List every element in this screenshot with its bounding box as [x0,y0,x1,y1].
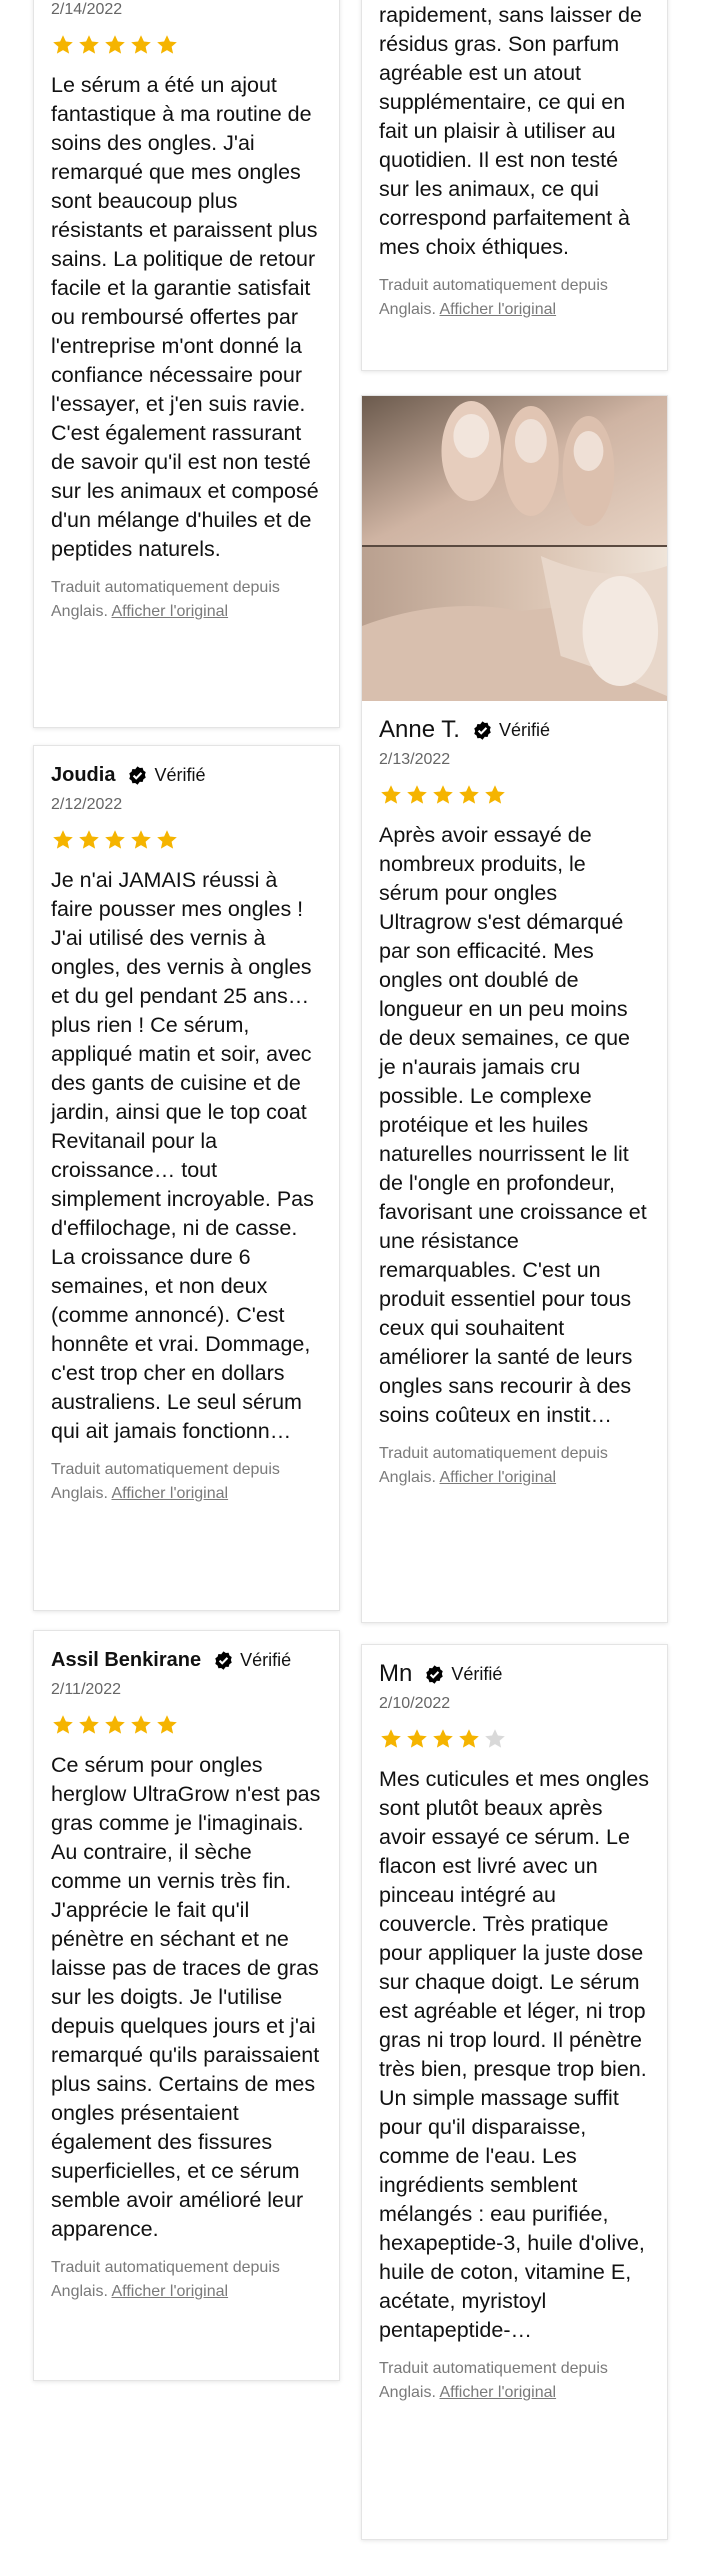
star-filled-icon [155,33,179,57]
review-card [361,1644,668,2540]
review-text: Après avoir essayé de nombreux produits, le sérum pour ongles Ultragrow s'est démarqué par son efficacité. Mes ongles ont doublé de longueur en un peu moins de deux semaines, ce que je n'aurais jamais cru possible. Le complexe protéique et les huiles naturelles nourrissent le lit de l'ongle en profondeur, favorisant une croissance et une résistance remarquables. C'est un produit essentiel pour tous ceux qui souhaitent améliorer la santé de leurs ongles sans recourir à des soins coûteux en instit… [379,823,647,1427]
review-card [33,0,340,728]
reviewer-name: Mn [379,1660,413,1687]
show-original-link[interactable]: Afficher l'original [439,2384,557,2401]
review-card [33,745,340,1611]
review-card [361,395,668,1623]
translation-label: Traduit automatiquement depuis Anglais. [379,2360,608,2401]
verified-check-icon [424,1664,445,1685]
show-original-link[interactable]: Afficher l'original [439,1469,557,1486]
star-rating [379,783,650,807]
star-filled-icon [103,1713,127,1737]
translation-label: Traduit automatiquement depuis Anglais. [51,579,280,620]
reviewer-name: Joudia [51,763,116,786]
show-original-link[interactable]: Afficher l'original [111,2283,229,2300]
translation-label: Traduit automatiquement depuis Anglais. [51,1461,280,1502]
review-card [33,1630,340,2381]
review-date: 2/10/2022 [379,1695,451,1712]
show-original-link[interactable]: Afficher l'original [111,603,229,620]
star-filled-icon [155,1713,179,1737]
star-filled-icon [431,1727,455,1751]
translation-note [51,576,322,638]
translation-note [379,274,650,336]
star-rating [51,33,322,57]
show-original-link[interactable]: Afficher l'original [439,301,557,318]
star-filled-icon [51,33,75,57]
verified-label: Vérifié [498,719,550,740]
translation-label: Traduit automatiquement depuis Anglais. [379,277,608,318]
reviewer-header [51,1645,322,1675]
review-text: Le sérum a été un ajout fantastique à ma routine de soins des ongles. J'ai remarqué que mes ongles sont beaucoup plus résistants et paraissent plus sains. La politique de retour facile et la garantie satisfait ou remboursé offertes par l'entreprise m'ont donné la confiance nécessaire pour l'essayer, et j'en suis ravie. C'est également rassurant de savoir qu'il est non testé sur les animaux et composé d'un mélange d'huiles et de peptides naturels. [51,73,319,561]
star-filled-icon [457,783,481,807]
star-filled-icon [129,1713,153,1737]
verified-label: Vérifié [451,1663,503,1684]
review-date: 2/13/2022 [379,751,451,768]
star-filled-icon [431,783,455,807]
review-text: Je n'ai JAMAIS réussi à faire pousser mes ongles ! J'ai utilisé des vernis à ongles, des vernis à ongles et du gel pendant 25 ans… plus rien ! Ce sérum, appliqué matin et soir, avec des gants de cuisine et de jardin, ainsi que le top coat Revitanail pour la croissance… tout simplement incroyable. Pas d'effilochage, ni de casse. La croissance dure 6 semaines, et non deux (comme annoncé). C'est honnête et vrai. Dommage, c'est trop cher en dollars australiens. Le seul sérum qui ait jamais fonctionn… [51,868,314,1443]
verified-check-icon [213,1650,234,1671]
verified-label: Vérifié [240,1649,292,1670]
reviewer-name: Anne T. [379,716,460,743]
star-empty-icon [483,1727,507,1751]
verified-label: Vérifié [154,764,206,785]
translation-label: Traduit automatiquement depuis Anglais. [51,2259,280,2300]
star-filled-icon [129,33,153,57]
review-card [361,0,668,371]
star-filled-icon [379,783,403,807]
translation-note [379,1442,650,1504]
star-filled-icon [457,1727,481,1751]
star-filled-icon [483,783,507,807]
review-photo[interactable] [362,396,667,701]
translation-note [379,2357,650,2419]
reviewer-header [379,715,650,745]
translation-label: Traduit automatiquement depuis Anglais. [379,1445,608,1486]
verified-check-icon [127,765,148,786]
translation-note [51,1458,322,1520]
review-date: 2/12/2022 [51,796,123,813]
star-rating [379,1727,650,1751]
star-filled-icon [405,1727,429,1751]
review-text: Ce sérum pour ongles herglow UltraGrow n'est pas gras comme je l'imaginais. Au contraire, il sèche comme un vernis très fin. J'apprécie le fait qu'il pénètre en séchant et ne laisse pas de traces de gras sur les doigts. Je l'utilise depuis quelques jours et j'ai remarqué qu'ils paraissaient plus sains. Certains de mes ongles présentaient également des fissures superficielles, et ce sérum semble avoir amélioré leur apparence. [51,1753,321,2241]
review-text: Mes cuticules et mes ongles sont plutôt beaux après avoir essayé ce sérum. Le flacon est livré avec un pinceau intégré au couvercle. Très pratique pour appliquer la juste dose sur chaque doigt. Le sérum est agréable et léger, ni trop gras ni trop lourd. Il pénètre très bien, presque trop bien. Un simple massage suffit pour qu'il disparaisse, comme de l'eau. Les ingrédients semblent mélangés : eau purifiée, hexapeptide-3, huile d'olive, huile de coton, vitamine E, acétate, myristoyl pentapeptide-… [379,1767,650,2342]
star-filled-icon [77,828,101,852]
star-filled-icon [77,33,101,57]
star-filled-icon [103,828,127,852]
review-date: 2/14/2022 [51,1,123,18]
star-filled-icon [405,783,429,807]
star-rating [51,1713,322,1737]
star-filled-icon [379,1727,403,1751]
review-text: rapidement, sans laisser de résidus gras. Son parfum agréable est un atout supplémentaire, ce qui en fait un plaisir à utiliser au quotidien. Il est non testé sur les animaux, ce qui correspond parfaitement à mes choix éthiques. [379,3,642,259]
star-filled-icon [51,1713,75,1737]
star-filled-icon [77,1713,101,1737]
verified-check-icon [472,720,493,741]
reviewer-header [379,1659,650,1689]
star-filled-icon [155,828,179,852]
star-filled-icon [51,828,75,852]
star-filled-icon [103,33,127,57]
review-date: 2/11/2022 [51,1681,121,1698]
star-rating [51,828,322,852]
translation-note [51,2256,322,2318]
star-filled-icon [129,828,153,852]
reviewer-name: Assil Benkirane [51,1648,202,1671]
reviewer-header [51,760,322,790]
show-original-link[interactable]: Afficher l'original [111,1485,229,1502]
